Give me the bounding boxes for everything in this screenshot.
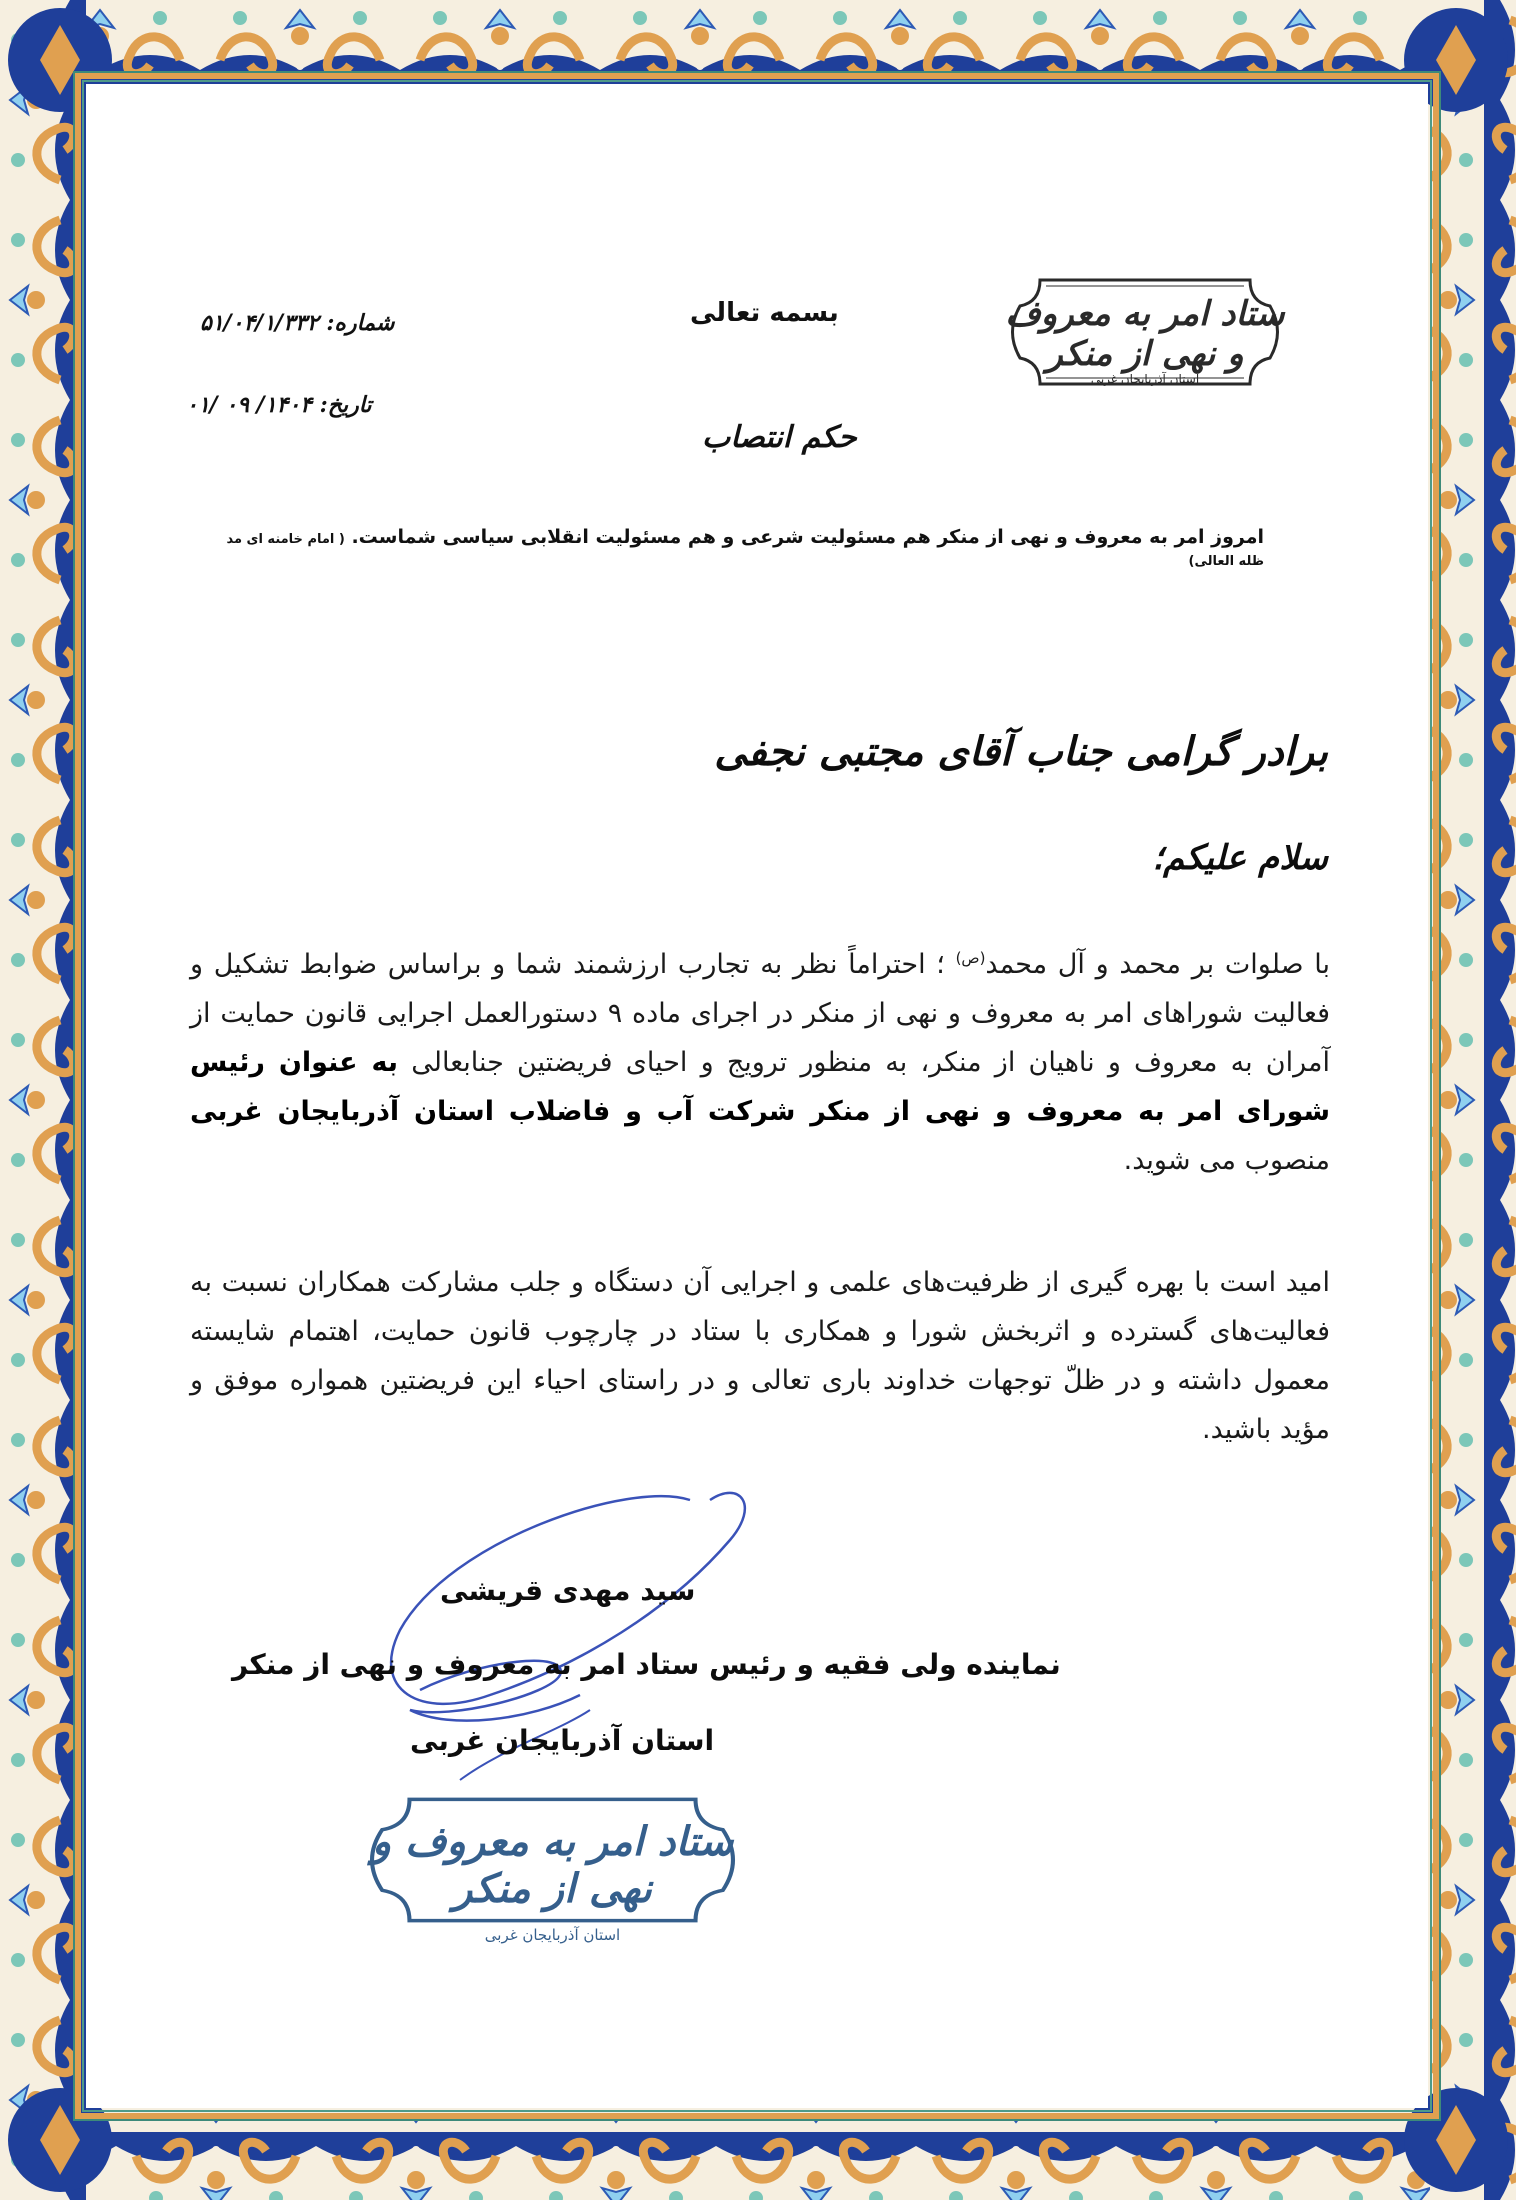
para1-part1: با صلوات بر محمد و آل محمد: [985, 949, 1330, 980]
basmala: بسمه تعالی: [690, 298, 839, 328]
stamp-subtitle: استان آذربایجان غربی: [484, 1926, 621, 1944]
para1-part3: منصوب می شوید.: [1123, 1145, 1330, 1176]
date-label: تاریخ:: [319, 392, 372, 418]
number-value: ۵۱/۰۴/۱/۳۳۲: [200, 311, 319, 336]
signatory-province: استان آذربایجان غربی: [410, 1724, 715, 1757]
header-logo: [1000, 272, 1290, 392]
body-paragraph-2: امید است با بهره گیری از ظرفیت‌های علمی و اجرایی آن دستگاه و جلب مشارکت همکاران نسبت به فعالیت‌های گسترده و اثربخش شورا و همکاری با ستاد در چارچوب قانون حمایت، اهتمام شایسته معمول داشته و در ظلّ توجهات خداوند باری تعالی و در راستای احیاء این فریضتین همواره موفق و مؤید باشید.: [190, 1267, 1330, 1445]
signatory-title: نماینده ولی فقیه و رئیس ستاد امر به معروف و نهی از منکر: [232, 1648, 1061, 1681]
signatory-name: سید مهدی قریشی: [440, 1574, 696, 1607]
official-stamp: [355, 1790, 750, 1944]
quote-text: امروز امر به معروف و نهی از منکر هم مسئولیت شرعی و هم مسئولیت انقلابی سیاسی شماست.: [351, 526, 1264, 548]
logo-title: ستاد امر به معروف و نهی از منکر: [1005, 294, 1285, 374]
body-paragraph-1: [190, 934, 1330, 1185]
decree-title: حکم انتصاب: [702, 420, 857, 455]
leader-quote: [210, 526, 1264, 570]
stamp-title: ستاد امر به معروف و نهی از منکر: [371, 1818, 734, 1912]
addressee: برادر گرامی جناب آقای مجتبی نجفی: [714, 728, 1328, 775]
greeting: سلام علیکم؛: [1152, 838, 1328, 878]
date-value: ۱۴۰۴/ ۰۹ /۰۱: [186, 393, 312, 418]
letter-date: [186, 392, 372, 418]
number-label: شماره:: [326, 310, 395, 336]
para1-part2: ؛ احتراماً نظر به تجارب ارزشمند شما و براساس ضوابط تشکیل و فعالیت شوراهای امر به معروف و نهی از منکر در اجرای ماده ۹ دستورالعمل اجرایی قانون حمایت از آمران به معروف و ناهیان از منکر، به منظور ترویج و احیای فریضتین جنابعالی: [190, 949, 1330, 1078]
logo-subtitle: استان آذربایجان غربی: [1090, 372, 1200, 386]
letter-number: [200, 310, 394, 336]
para1-appointment: به عنوان رئیس شورای امر به معروف و نهی از منکر شرکت آب و فاضلاب استان آذربایجان غربی: [190, 1047, 1330, 1127]
para1-honorific: (ص): [955, 949, 986, 967]
quote-source: ( امام خامنه ای مد ظله العالی): [226, 532, 1264, 569]
